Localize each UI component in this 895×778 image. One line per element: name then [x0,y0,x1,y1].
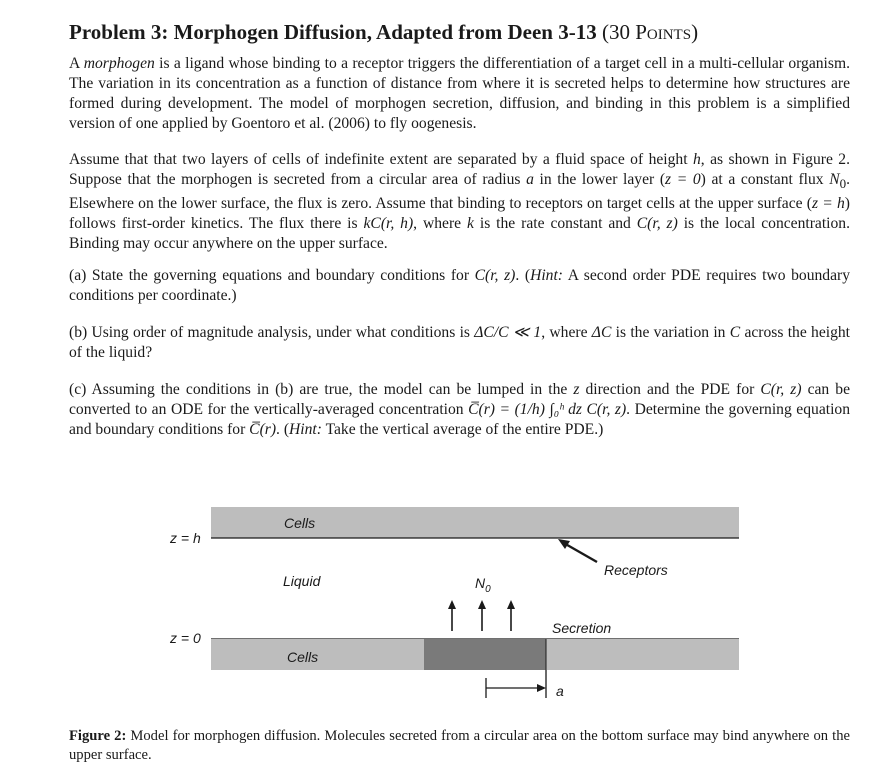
part-c-cbar: C̅(r) [249,421,277,438]
part-c-cbar-equation: C̅(r) = (1/h) ∫₀ʰ dz C(r, z) [468,401,627,418]
setup-Crz: C(r, z) [636,215,678,233]
label-a: a [556,683,564,699]
part-c-hint: Hint: [289,421,322,438]
label-N0 [475,575,491,595]
part-c-s4: . Determine the governing equation and boundary conditions for [69,401,851,438]
radius-dimension [486,670,546,698]
caption-label: Figure 2: [69,728,127,744]
part-b-s1: (b) Using order of magnitude analysis, under what conditions is [69,324,475,341]
part-a-s1: (a) State the governing equations and boundary conditions for [69,267,475,284]
flux-arrows [448,600,515,631]
figure-caption [69,727,850,765]
setup-s5: . Elsewhere on the lower surface, the flux is zero. Assume that binding to receptors on target cells at the upper surface ( [69,171,850,213]
label-liquid: Liquid [283,573,321,589]
setup-a: a [526,171,534,188]
part-c-s5: . ( [276,421,290,438]
setup-s8: is the rate constant and [473,215,637,233]
label-N0-main: N [475,575,486,591]
label-secretion: Secretion [552,620,612,636]
setup-s6: ) follows first-order kinetics. The flux there is [69,195,850,233]
secretion-area [424,639,546,670]
points-word: Points [635,20,692,44]
points-open: (30 [601,20,636,44]
receptor-arrow-head [558,539,570,549]
part-b-dC: ΔC [591,324,612,341]
part-c-s6: Take the vertical average of the entire PDE.) [321,421,604,438]
part-c-s2: direction and the PDE for [579,381,761,398]
flux-arrow-1-head [448,600,456,609]
label-receptors: Receptors [604,562,668,578]
part-c-z: z [573,381,580,398]
setup-k: k [467,215,474,233]
caption-text: Model for morphogen diffusion. Molecules secreted from a circular area on the bottom surface may bind anywhere on the upper surface. [69,728,850,763]
part-a-hint: Hint: [530,267,563,284]
setup-s4: ) at a constant flux [700,171,830,188]
setup-flux: kC(r, h) [363,215,414,233]
setup-s3: in the lower layer ( [533,171,666,188]
intro-term: morphogen [83,55,155,72]
part-b-s3: is the variation in [611,324,730,341]
part-b-C: C [729,324,741,341]
setup-s7: , where [413,215,468,233]
label-z-h: z = h [170,530,201,546]
points-close: ) [691,20,699,44]
setup-h: h [692,151,701,168]
setup-zh: z = h [811,195,845,213]
setup-N0: N [829,171,840,188]
label-N0-sub: 0 [485,584,491,595]
label-cells-bottom: Cells [287,649,319,665]
part-c-Crz: C(r, z) [760,381,802,398]
part-b-ratio: ΔC/C ≪ 1 [474,324,542,341]
setup-s1: Assume that that two layers of cells of indefinite extent are separated by a fluid space of height [69,151,693,168]
part-c-s3: can be converted to an ODE for the vertically-averaged concentration [69,381,850,418]
part-b-s2: , where [541,324,592,341]
part-b-s4: across the height of the liquid? [69,324,851,361]
problem-title-text: Problem 3: Morphogen Diffusion, Adapted from Deen 3-13 [69,20,597,44]
part-a-s3: A second order PDE requires two boundary conditions per coordinate.) [69,267,850,304]
intro-lead: A [69,55,84,72]
setup-s9: is the local concentration. Binding may occur anywhere on the upper surface. [69,215,850,253]
part-c-s1: (c) Assuming the conditions in (b) are true, the model can be lumped in the [69,381,574,398]
part-a-s2: . ( [515,267,531,284]
flux-arrow-2-head [478,600,486,609]
setup-z0: z = 0 [665,171,701,188]
label-z-0: z = 0 [170,630,201,646]
label-cells-top: Cells [284,515,316,531]
setup-N0-sub: 0 [839,176,847,192]
setup-s2: , as shown in Figure 2. Suppose that the morphogen is secreted from a circular area of radius [69,151,850,188]
intro-rest: is a ligand whose binding to a receptor triggers the differentiation of a target cell in a multi-cellular organism. The variation in its concentration as a function of distance from where it is secreted helps to determine how structures are formed during development. The model of morphogen secretion, diffusion, and binding in this problem is a simplified version of one applied by Goentoro et al. (2006) to fly oogenesis. [69,55,850,132]
radius-arrow-head [537,684,546,692]
part-a-Crz: C(r, z) [474,267,516,284]
flux-arrow-3-head [507,600,515,609]
